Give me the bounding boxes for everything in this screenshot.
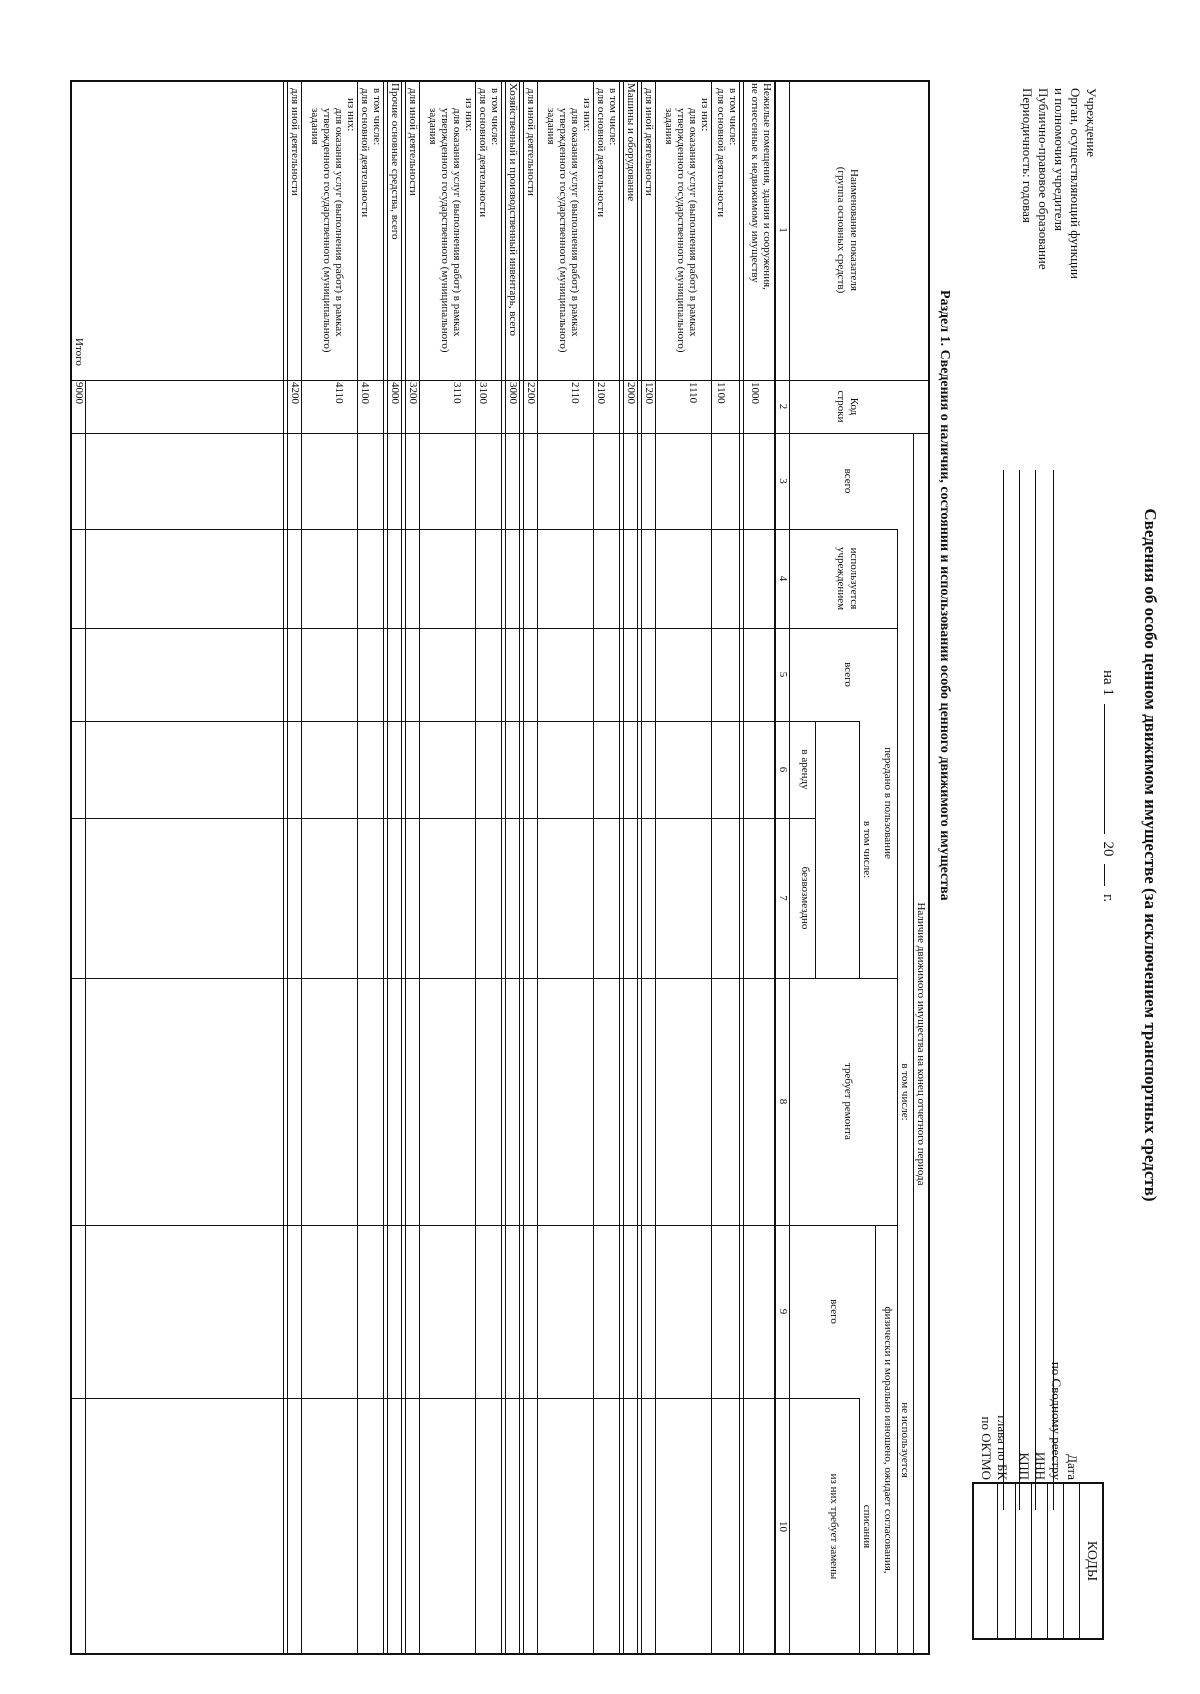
code-cell-bk-chapter[interactable] [997, 1484, 998, 1638]
row-2110-name-line-2: утвержденного государственного (муниципального) [557, 108, 569, 353]
codes-box [972, 1482, 1104, 1640]
total-row-rule [85, 380, 86, 1655]
code-label-inn: ИНН [1033, 1451, 1048, 1480]
column-number-7: 7 [777, 895, 789, 901]
column-number-2: 2 [777, 403, 789, 410]
row-4200-bottom-rule [287, 80, 288, 1655]
row-1100-bottom-rule [711, 80, 712, 1655]
header-code-line1: Код [848, 397, 860, 416]
date-year-prefix: 20 [1100, 841, 1116, 857]
row-3200-spacer-rule [401, 80, 402, 1655]
row-3100-code: 3100 [477, 382, 489, 404]
table-bottom-border [70, 80, 72, 1655]
column-number-3: 3 [777, 478, 789, 484]
row-2110-name-line-0: из них: [581, 98, 593, 132]
column-number-8: 8 [777, 1098, 789, 1105]
row-4000-bottom-rule [387, 80, 388, 1655]
row-4000-spacer-rule [383, 80, 384, 1655]
header-rent: в аренду [799, 749, 811, 790]
section-title: Раздел 1. Сведения о наличии, состоянии и использовании особо ценного движимого имущества [937, 290, 952, 901]
header-total: всего [842, 468, 854, 494]
code-cell-date[interactable] [1063, 1484, 1064, 1638]
header-free-use: безвозмездно [799, 866, 811, 930]
row-2100-bottom-rule [593, 80, 594, 1655]
row-3100-bottom-rule [475, 80, 476, 1655]
header-availability-group: Наличие движимого имущества на конец отчетного периода [915, 902, 927, 1186]
row-1200-spacer-rule [637, 80, 638, 1655]
code-cell-kpp[interactable] [1015, 1484, 1016, 1638]
code-label-date: Дата [1065, 1454, 1080, 1480]
header-not-used: не используется [899, 1402, 911, 1478]
column-number-6: 6 [777, 766, 789, 773]
header-rule-rent-free [815, 721, 816, 978]
row-1110-name-line-3: задания [663, 108, 675, 145]
row-1200-code: 1200 [643, 382, 655, 404]
row-1200-bottom-rule [641, 80, 642, 1655]
row-3110-name-line-2: утвержденного государственного (муниципального) [439, 108, 451, 353]
public-entity-label: Публично-правовое образование [1036, 88, 1051, 270]
header-name-line2: (группа основных средств) [835, 166, 847, 294]
header-rule-write-off [859, 1398, 860, 1655]
header-used-line1: используется [848, 547, 860, 610]
date-day-month-field[interactable] [1104, 704, 1105, 834]
date-prefix: на 1 [1100, 670, 1116, 696]
column-divider-5 [70, 721, 860, 722]
row-4110-bottom-rule [301, 80, 302, 1655]
row-2000-spacer-rule [619, 80, 620, 1655]
row-2200-bottom-rule [523, 80, 524, 1655]
codes-title: КОДЫ [1079, 1484, 1102, 1638]
row-4000-name-line-0: Прочие основные средства, всего [389, 83, 401, 240]
header-rule-numbers [789, 80, 790, 1655]
row-2110-name-line-3: задания [545, 108, 557, 145]
row-4100-name-line-1: для основной деятельности [359, 88, 371, 218]
header-needs-repair: требует ремонта [842, 1063, 854, 1140]
table-top-border [928, 80, 930, 1655]
header-transferred-total: всего [842, 662, 854, 687]
column-number-5: 5 [777, 671, 789, 678]
row-2200-code: 2200 [525, 382, 537, 404]
row-3200-code: 3200 [407, 382, 419, 404]
founder-label-line2: и полномочия учредителя [1052, 88, 1067, 231]
header-name-line1: Наименование показателя [848, 169, 860, 291]
row-2200-name-line-0: для иной деятельности [525, 88, 537, 196]
row-1000-name-line-0: Нежилые помещения, здания и сооружения, [761, 83, 773, 290]
column-divider-1 [70, 380, 930, 381]
column-number-1: 1 [777, 227, 789, 233]
row-4100-bottom-rule [357, 80, 358, 1655]
founder-field-line[interactable] [1053, 470, 1054, 1510]
row-1000-spacer-rule [739, 80, 740, 1655]
row-1110-bottom-rule [655, 80, 656, 1655]
row-3110-bottom-rule [419, 80, 420, 1655]
date-suffix: г. [1100, 893, 1116, 903]
row-3110-name-line-1: для оказания услуг (выполнения работ) в рамках [451, 108, 463, 337]
row-3110-code: 3110 [451, 382, 463, 404]
report-date-line [1099, 670, 1116, 902]
code-cell-inn[interactable] [1031, 1484, 1032, 1638]
row-4200-name-line-0: для иной деятельности [289, 88, 301, 196]
header-rule-worn [875, 1225, 876, 1655]
document-title: Сведения об особо ценном движимом имуществе (за исключением транспортных средств) [1141, 508, 1160, 1202]
row-3100-name-line-0: в том числе: [489, 88, 501, 146]
row-1200-name-line-0: для иной деятельности [643, 88, 655, 196]
column-number-4: 4 [777, 575, 789, 582]
row-4000-code: 4000 [389, 382, 401, 404]
header-rule-transferred-incl [859, 721, 860, 978]
row-4110-name-line-2: утвержденного государственного (муниципального) [321, 108, 333, 353]
row-2000-name-line-0: Машины и оборудование [625, 83, 637, 202]
row-2000-bottom-rule [623, 80, 624, 1655]
founder-label-line1: Орган, осуществляющий функции [1068, 88, 1083, 279]
row-1100-code: 1100 [715, 382, 727, 404]
row-3000-code: 3000 [507, 382, 519, 404]
row-1110-name-line-1: для оказания услуг (выполнения работ) в рамках [687, 108, 699, 337]
institution-label: Учреждение [1084, 88, 1099, 158]
row-1000-code: 1000 [749, 382, 761, 404]
row-4200-code: 4200 [289, 382, 301, 404]
code-label-oktmo: по ОКТМО [979, 1416, 994, 1480]
row-1000-bottom-rule [743, 80, 744, 1655]
row-2110-name-line-1: для оказания услуг (выполнения работ) в рамках [569, 108, 581, 337]
row-4110-name-line-1: для оказания услуг (выполнения работ) в рамках [333, 108, 345, 337]
row-1100-name-line-1: для основной деятельности [715, 88, 727, 218]
column-number-9: 9 [777, 1308, 789, 1315]
row-1110-name-line-2: утвержденного государственного (муниципального) [675, 108, 687, 353]
header-needs-replacement: из них требует замены [828, 1473, 840, 1580]
code-label-kpp: КПП [1017, 1452, 1032, 1480]
row-2000-code: 2000 [625, 382, 637, 404]
row-3200-bottom-rule [405, 80, 406, 1655]
row-3000-spacer-rule [501, 80, 502, 1655]
header-code-line2: строки [835, 390, 847, 423]
header-worn-out: физически и морально изношено, ожидает согласования, [882, 1306, 894, 1574]
row-2110-bottom-rule [537, 80, 538, 1655]
date-year-field[interactable] [1104, 864, 1105, 886]
code-cell-registry[interactable] [1047, 1484, 1048, 1638]
code-label-bk-chapter: глава по БК [995, 1415, 1010, 1480]
row-2100-name-line-0: в том числе: [607, 88, 619, 146]
row-4100-code: 4100 [359, 382, 371, 404]
header-transferred-including: в том числе: [861, 820, 873, 879]
header-including: в том числе: [899, 1063, 911, 1121]
header-transferred: передано в пользование [882, 747, 894, 859]
row-3110-name-line-0: из них: [463, 98, 475, 132]
extra-field-line [1003, 470, 1004, 1510]
header-rule-group [913, 433, 914, 1655]
total-row-label: Итого [73, 338, 85, 366]
row-2100-name-line-1: для основной деятельности [595, 88, 607, 218]
public-entity-field-line[interactable] [1035, 470, 1036, 1510]
row-3000-name-line-0: Хозяйственный и производственный инвентарь, всего [507, 83, 519, 336]
row-1110-name-line-0: из них: [699, 98, 711, 132]
header-write-off: списания [861, 1504, 873, 1549]
row-3100-name-line-1: для основной деятельности [477, 88, 489, 218]
row-1110-code: 1110 [687, 382, 699, 404]
row-3110-name-line-3: задания [427, 108, 439, 145]
header-rule-including [897, 529, 898, 1655]
row-1100-name-line-0: в том числе: [727, 88, 739, 146]
column-divider-6 [70, 818, 816, 819]
row-4200-spacer-rule [283, 80, 284, 1655]
row-4110-name-line-3: задания [309, 108, 321, 145]
assets-table [70, 80, 930, 1655]
row-3000-bottom-rule [505, 80, 506, 1655]
periodicity-field-line[interactable] [1019, 470, 1020, 1510]
row-4110-code: 4110 [333, 382, 345, 404]
row-1000-name-line-1: не отнесенные к недвижимому имуществу [749, 83, 761, 283]
column-divider-2 [70, 433, 930, 434]
table-right-border [70, 1653, 930, 1655]
code-label-registry: по Сводному реестру [1049, 1361, 1064, 1480]
header-used-line2: учреждением [835, 546, 847, 611]
total-row-code: 9000 [73, 382, 85, 404]
data-area-top [774, 433, 776, 1655]
row-4110-name-line-0: из них: [345, 98, 357, 132]
column-number-10: 10 [777, 1521, 789, 1532]
header-not-used-total: всего [828, 1299, 840, 1324]
form-sheet [40, 50, 1160, 1660]
row-2110-code: 2110 [569, 382, 581, 404]
column-divider-9 [70, 1398, 860, 1399]
row-2100-code: 2100 [595, 382, 607, 404]
table-left-border [70, 80, 930, 82]
row-3200-name-line-0: для иной деятельности [407, 88, 419, 196]
periodicity-label: Периодичность: годовая [1020, 88, 1035, 223]
row-2200-spacer-rule [519, 80, 520, 1655]
row-4100-name-line-0: в том числе: [371, 88, 383, 146]
